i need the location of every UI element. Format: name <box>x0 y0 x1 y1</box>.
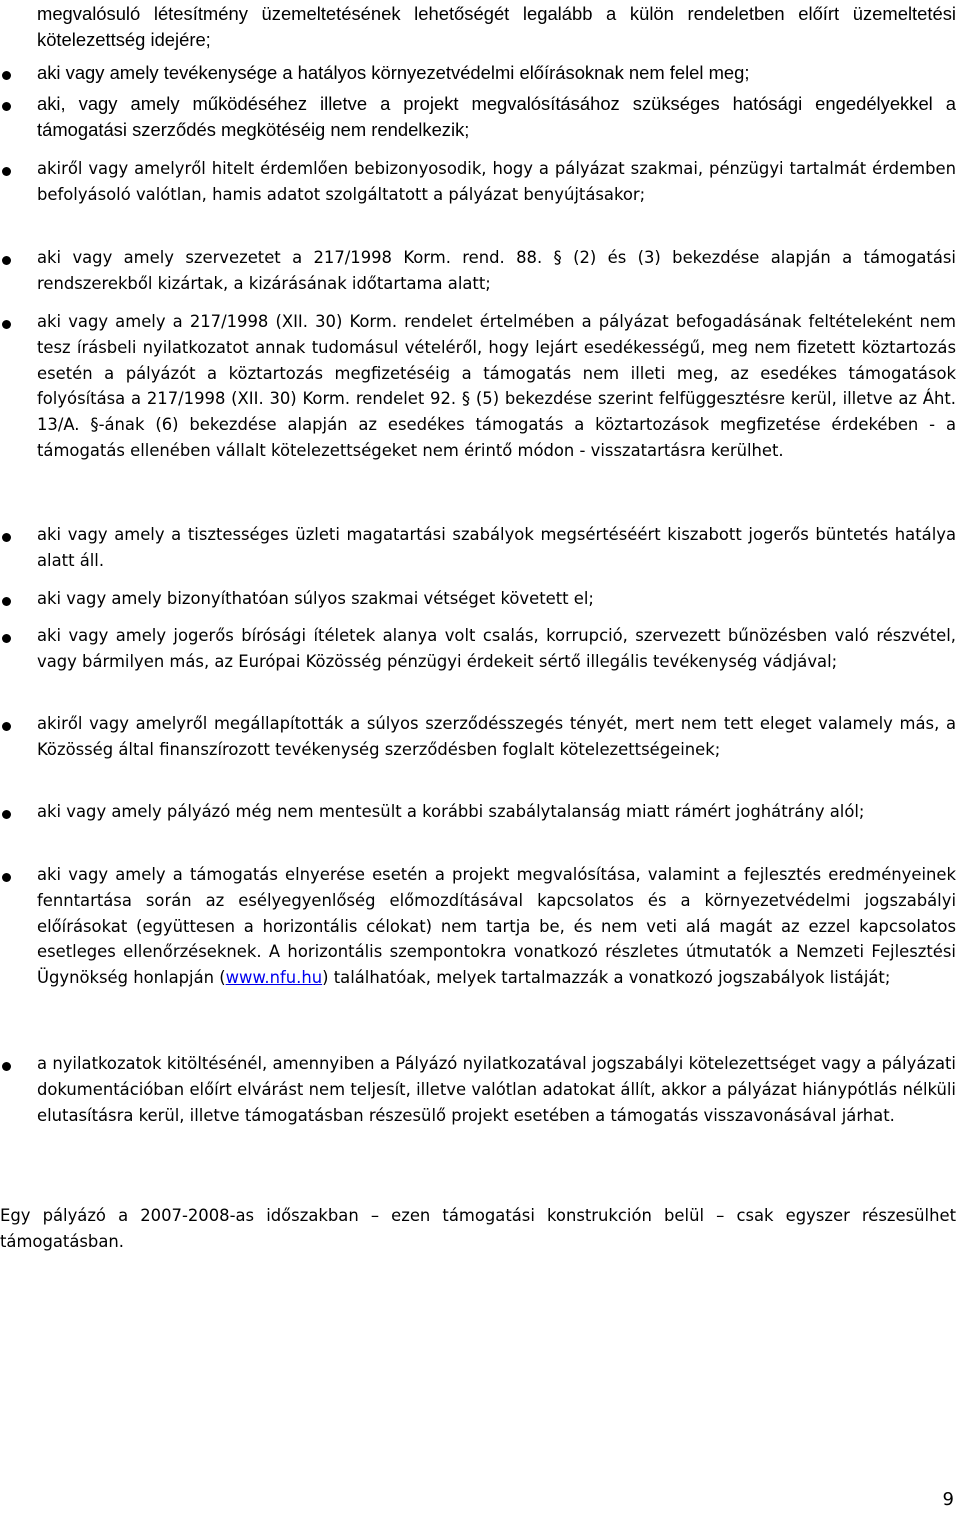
bullet-icon <box>2 722 11 731</box>
list-item: aki vagy amely a tisztességes üzleti magatartási szabályok megsértéséért kiszabott jogerős büntetés hatálya alatt áll. <box>37 525 956 570</box>
list-item: aki vagy amely pályázó még nem mentesült a korábbi szabálytalanság miatt rámért joghátrány alól; <box>37 802 865 821</box>
closing-paragraph: Egy pályázó a 2007-2008-as időszakban – ezen támogatási konstrukción belül – csak egyszer részesülhet támogatásban. <box>0 1206 956 1251</box>
list-item: aki, vagy amely működéséhez illetve a projekt megvalósításához szükséges hatósági engedélyekkel a támogatási szerződés megkötéséig nem rendelkezik; <box>37 93 956 140</box>
bullet-icon <box>2 634 11 643</box>
list-item <box>37 862 956 991</box>
page-number: 9 <box>942 1489 954 1510</box>
list-item: aki vagy amely a 217/1998 (XII. 30) Korm. rendelet értelmében a pályázat befogadásának feltételeként nem tesz írásbeli nyilatkozatot annak tudomásul vételéről, hogy lejárt esedékességű, meg nem fizetett köztartozás esetén a pályázót a köztartozás megfizetéséig a támogatás nem illeti meg, az esedékes támogatások folyósítása a 217/1998 (XII. 30) Korm. rendelet 92. § (5) bekezdése szerint felfüggesztésre kerül, illetve az Áht. 13/A. §-ának (6) bekezdése alapján az esedékes támogatás a köztartozások megfizetése érdekében - a támogatás ellenében vállalt kötelezettségeket nem érintő módon - visszatartásra kerülhet. <box>37 312 956 460</box>
bullet-icon <box>2 597 11 606</box>
bullet-icon <box>2 256 11 265</box>
bullet-icon <box>2 810 11 819</box>
bullet-icon <box>2 1062 11 1071</box>
nfu-link[interactable]: www.nfu.hu <box>225 968 323 988</box>
bullet-icon <box>2 873 11 882</box>
list-item: akiről vagy amelyről megállapították a súlyos szerződésszegés tényét, mert nem tett eleget valamely más, a Közösség által finanszírozott tevékenység szerződésben foglalt kötelezettségeinek; <box>37 714 956 759</box>
bullet-icon <box>2 533 11 542</box>
horizontal-text-after: ) találhatóak, melyek tartalmazzák a vonatkozó jogszabályok listáját; <box>322 968 891 988</box>
list-item: aki vagy amely tevékenysége a hatályos környezetvédelmi előírásoknak nem felel meg; <box>37 62 750 83</box>
bullet-icon <box>2 167 11 176</box>
bullet-icon <box>2 71 11 80</box>
horizontal-text-before: aki vagy amely a támogatás elnyerése esetén a projekt megvalósítása, valamint a fejlesztés eredményeinek fenntartása során az esélyegyenlőség előmozdításával kapcsolatos és a környezetvédelmi jogszabályi előírásokat (együttesen a horizontális célokat) nem tartja be, és nem veti alá magát az ezzel kapcsolatos esetleges ellenőrzéseknek. A horizontális szempontokra vonatkozó részletes útmutatók a Nemzeti Fejlesztési Ügynökség honlapján ( <box>37 865 956 988</box>
bullet-icon <box>2 320 11 329</box>
continuation-paragraph: megvalósuló létesítmény üzemeltetésének lehetőségét legalább a külön rendeletben előírt üzemeltetési kötelezettség idejére; <box>37 3 956 50</box>
list-item: akiről vagy amelyről hitelt érdemlően bebizonyosodik, hogy a pályázat szakmai, pénzügyi tartalmát érdemben befolyásoló valótlan, hamis adatot szolgáltatott a pályázat benyújtásakor; <box>37 159 956 204</box>
list-item: a nyilatkozatok kitöltésénél, amennyiben a Pályázó nyilatkozatával jogszabályi kötelezettséget vagy a pályázati dokumentációban előírt elvárást nem teljesít, illetve valótlan adatokat állít, akkor a pályázat hiánypótlás nélküli elutasításra kerül, illetve támogatásban részesülő projekt esetében a támogatás visszavonásával járhat. <box>37 1054 956 1125</box>
bullet-icon <box>2 102 11 111</box>
list-item: aki vagy amely bizonyíthatóan súlyos szakmai vétséget követett el; <box>37 589 594 608</box>
list-item: aki vagy amely jogerős bírósági ítéletek alanya volt csalás, korrupció, szervezett bűnözésben való részvétel, vagy bármilyen más, az Európai Közösség pénzügyi érdekeit sértő illegális tevékenység vádjával; <box>37 626 956 671</box>
list-item: aki vagy amely szervezetet a 217/1998 Korm. rend. 88. § (2) és (3) bekezdése alapján a támogatási rendszerekből kizártak, a kizárásának időtartama alatt; <box>37 248 956 293</box>
